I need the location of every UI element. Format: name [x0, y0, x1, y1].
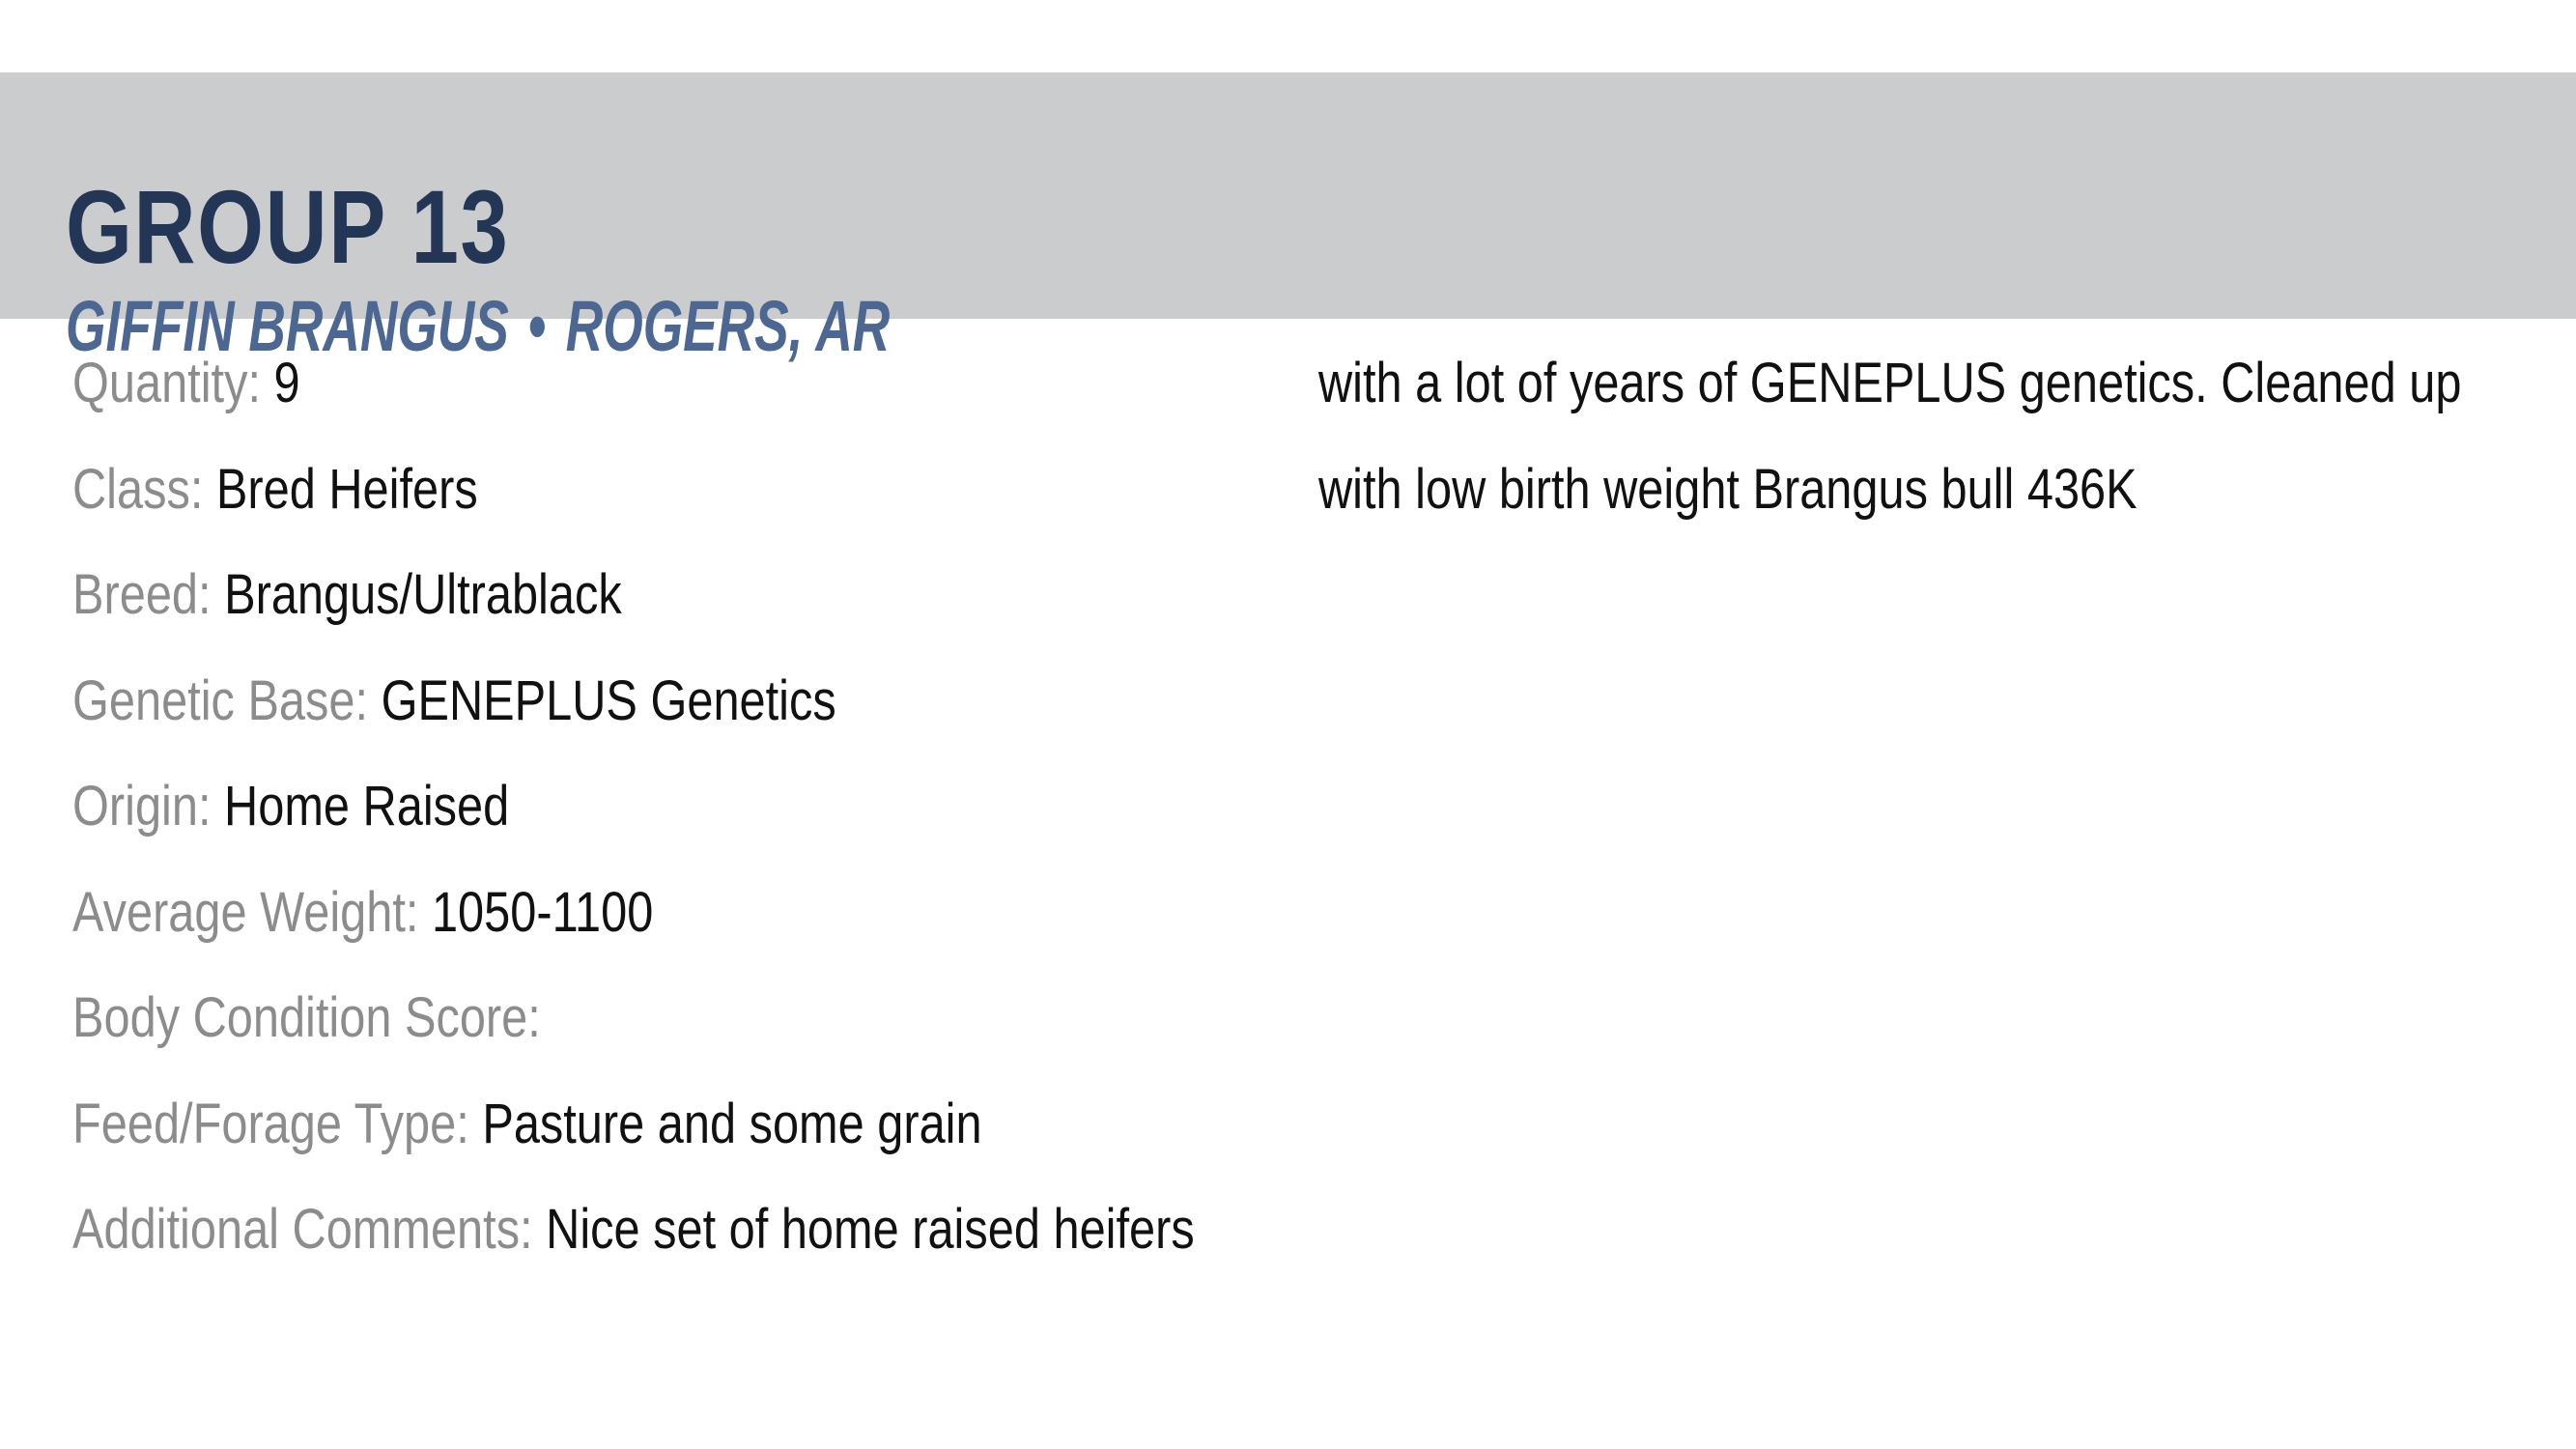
- lot-details-list: [72, 345, 1328, 1297]
- comments-line: with a lot of years of GENEPLUS genetics. Cleaned up: [1318, 352, 2462, 414]
- detail-row-class: [72, 451, 1127, 557]
- average-weight-value: 1050-1100: [431, 880, 654, 944]
- detail-row-average-weight: [72, 874, 1127, 980]
- detail-row-body-condition-score: [72, 980, 1127, 1086]
- feed-forage-type-label: Feed/Forage Type:: [72, 1092, 469, 1155]
- breed-label: Breed:: [72, 563, 212, 626]
- detail-row-genetic-base: [72, 663, 1127, 769]
- additional-comments-continued: [1318, 345, 2576, 556]
- class-value: Bred Heifers: [215, 457, 478, 521]
- quantity-value: 9: [273, 352, 300, 414]
- seller-location: ROGERS, AR: [565, 286, 891, 366]
- additional-comments-label: Additional Comments:: [72, 1198, 533, 1261]
- group-title: GROUP 13: [66, 168, 510, 285]
- additional-comments-value: Nice set of home raised heifers: [546, 1198, 1195, 1261]
- origin-value: Home Raised: [224, 775, 510, 838]
- comments-line: with low birth weight Brangus bull 436K: [1318, 457, 2137, 521]
- genetic-base-value: GENEPLUS Genetics: [381, 668, 836, 732]
- bullet-separator: •: [527, 286, 547, 366]
- detail-row-origin: [72, 768, 1127, 874]
- detail-row-feed-forage-type: [72, 1086, 1127, 1192]
- breed-value: Brangus/Ultrablack: [224, 563, 622, 626]
- origin-label: Origin:: [72, 775, 212, 838]
- quantity-label: Quantity:: [72, 352, 261, 414]
- detail-row-breed: [72, 556, 1127, 663]
- detail-row-additional-comments: [72, 1191, 1195, 1297]
- average-weight-label: Average Weight:: [72, 880, 419, 944]
- header-band: [0, 72, 2576, 366]
- detail-row-quantity: [72, 345, 1127, 451]
- seller-name: GIFFIN BRANGUS: [66, 286, 509, 366]
- body-condition-score-label: Body Condition Score:: [72, 986, 541, 1049]
- genetic-base-label: Genetic Base:: [72, 668, 369, 732]
- class-label: Class:: [72, 457, 204, 521]
- feed-forage-type-value: Pasture and some grain: [482, 1092, 982, 1155]
